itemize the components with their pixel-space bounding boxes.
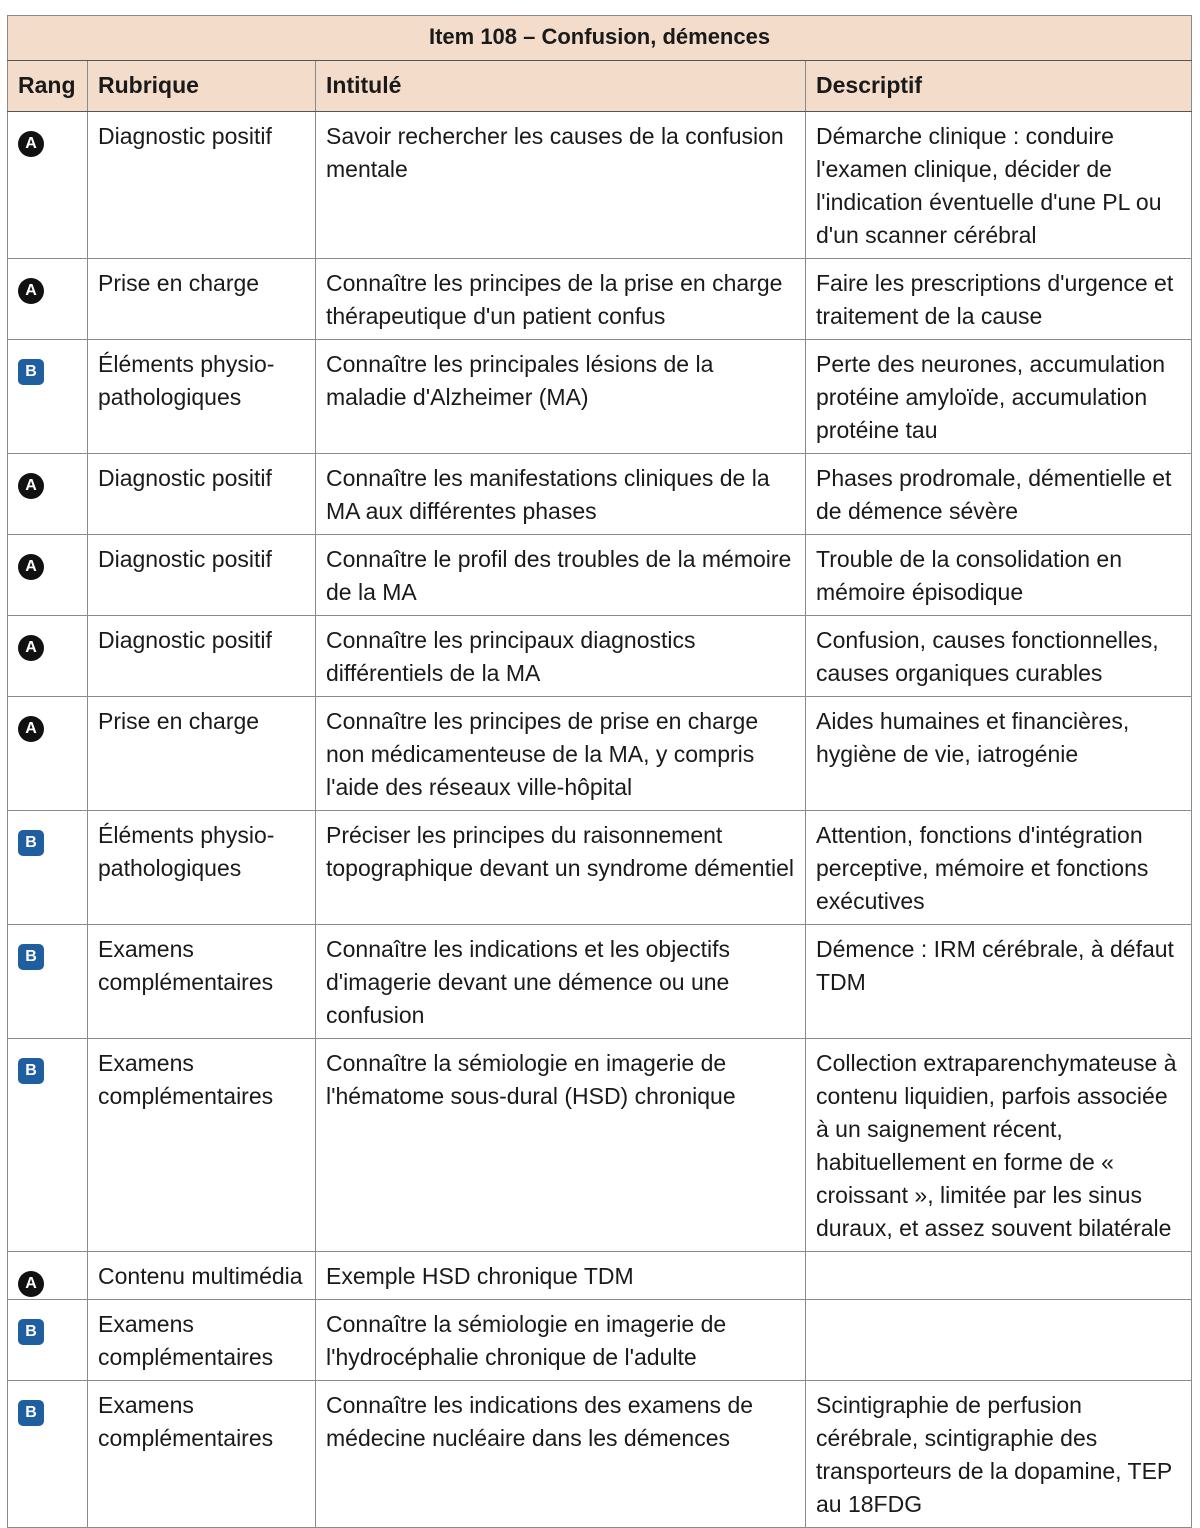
table-row xyxy=(8,1039,1192,1252)
intitule-cell: Connaître les principes de prise en charge non médicamenteuse de la MA, y compris l'aide des réseaux ville-hôpital xyxy=(316,697,806,811)
table-body xyxy=(8,112,1192,1528)
descriptif-cell xyxy=(806,1252,1192,1300)
intitule-cell: Exemple HSD chronique TDM xyxy=(316,1252,806,1300)
rubrique-cell: Examens complémentaires xyxy=(88,925,316,1039)
rubrique-cell: Prise en charge xyxy=(88,697,316,811)
item-table-container xyxy=(7,15,1191,1528)
rubrique-cell: Diagnostic positif xyxy=(88,112,316,259)
rank-b-badge-icon: B xyxy=(18,944,44,970)
descriptif-cell: Démence : IRM cérébrale, à défaut TDM xyxy=(806,925,1192,1039)
table-row xyxy=(8,925,1192,1039)
intitule-cell: Connaître le profil des troubles de la mémoire de la MA xyxy=(316,535,806,616)
intitule-cell: Connaître la sémiologie en imagerie de l'hématome sous-dural (HSD) chronique xyxy=(316,1039,806,1252)
descriptif-cell: Phases prodromale, démentielle et de démence sévère xyxy=(806,454,1192,535)
rank-b-badge-icon: B xyxy=(18,830,44,856)
table-row xyxy=(8,697,1192,811)
header-descriptif: Descriptif xyxy=(806,61,1192,112)
table-title: Item 108 – Confusion, démences xyxy=(8,16,1192,61)
rubrique-cell: Diagnostic positif xyxy=(88,616,316,697)
table-row xyxy=(8,454,1192,535)
rubrique-cell: Diagnostic positif xyxy=(88,454,316,535)
rank-a-badge-icon: A xyxy=(18,716,44,742)
intitule-cell: Connaître les indications des examens de médecine nucléaire dans les démences xyxy=(316,1381,806,1528)
rubrique-cell: Diagnostic positif xyxy=(88,535,316,616)
descriptif-cell: Scintigraphie de perfusion cérébrale, scintigraphie des transporteurs de la dopamine, TEP au 18FDG xyxy=(806,1381,1192,1528)
table-row xyxy=(8,1300,1192,1381)
header-intitule: Intitulé xyxy=(316,61,806,112)
descriptif-cell: Attention, fonctions d'intégration perceptive, mémoire et fonctions exécutives xyxy=(806,811,1192,925)
intitule-cell: Connaître les indications et les objectifs d'imagerie devant une démence ou une confusion xyxy=(316,925,806,1039)
rank-a-badge-icon: A xyxy=(18,131,44,157)
intitule-cell: Connaître les manifestations cliniques de la MA aux différentes phases xyxy=(316,454,806,535)
intitule-cell: Connaître les principaux diagnostics différentiels de la MA xyxy=(316,616,806,697)
descriptif-cell: Trouble de la consolidation en mémoire épisodique xyxy=(806,535,1192,616)
rang-cell xyxy=(8,535,88,616)
rank-a-badge-icon: A xyxy=(18,554,44,580)
rank-b-badge-icon: B xyxy=(18,1400,44,1426)
rubrique-cell: Éléments physio-pathologiques xyxy=(88,340,316,454)
descriptif-cell: Faire les prescriptions d'urgence et traitement de la cause xyxy=(806,259,1192,340)
intitule-cell: Préciser les principes du raisonnement topographique devant un syndrome démentiel xyxy=(316,811,806,925)
rang-cell xyxy=(8,1039,88,1252)
header-rang: Rang xyxy=(8,61,88,112)
rank-a-badge-icon: A xyxy=(18,635,44,661)
descriptif-cell: Démarche clinique : conduire l'examen clinique, décider de l'indication éventuelle d'une PL ou d'un scanner cérébral xyxy=(806,112,1192,259)
rubrique-cell: Contenu multimédia xyxy=(88,1252,316,1300)
table-row xyxy=(8,1381,1192,1528)
rang-cell xyxy=(8,697,88,811)
rang-cell xyxy=(8,811,88,925)
rang-cell xyxy=(8,259,88,340)
rank-b-badge-icon: B xyxy=(18,1058,44,1084)
rank-a-badge-icon: A xyxy=(18,278,44,304)
rubrique-cell: Examens complémentaires xyxy=(88,1300,316,1381)
table-row xyxy=(8,1252,1192,1300)
item-table xyxy=(7,15,1192,1528)
descriptif-cell: Aides humaines et financières, hygiène de vie, iatrogénie xyxy=(806,697,1192,811)
intitule-cell: Connaître les principes de la prise en charge thérapeutique d'un patient confus xyxy=(316,259,806,340)
rang-cell xyxy=(8,1381,88,1528)
table-row xyxy=(8,112,1192,259)
header-rubrique: Rubrique xyxy=(88,61,316,112)
rang-cell xyxy=(8,616,88,697)
table-row xyxy=(8,535,1192,616)
rang-cell xyxy=(8,925,88,1039)
table-title-row xyxy=(8,16,1192,61)
rank-b-badge-icon: B xyxy=(18,1319,44,1345)
rang-cell xyxy=(8,454,88,535)
intitule-cell: Savoir rechercher les causes de la confusion mentale xyxy=(316,112,806,259)
rubrique-cell: Éléments physio-pathologiques xyxy=(88,811,316,925)
descriptif-cell: Collection extraparenchymateuse à contenu liquidien, parfois associée à un saignement récent, habituellement en forme de « croissant », limitée par les sinus duraux, et assez souvent bilatérale xyxy=(806,1039,1192,1252)
intitule-cell: Connaître la sémiologie en imagerie de l'hydrocéphalie chronique de l'adulte xyxy=(316,1300,806,1381)
rang-cell xyxy=(8,1252,88,1300)
rang-cell xyxy=(8,112,88,259)
table-header-row xyxy=(8,61,1192,112)
descriptif-cell: Perte des neurones, accumulation protéine amyloïde, accumulation protéine tau xyxy=(806,340,1192,454)
rubrique-cell: Prise en charge xyxy=(88,259,316,340)
table-row xyxy=(8,340,1192,454)
table-row xyxy=(8,616,1192,697)
rubrique-cell: Examens complémentaires xyxy=(88,1039,316,1252)
descriptif-cell xyxy=(806,1300,1192,1381)
rank-a-badge-icon: A xyxy=(18,1271,44,1297)
descriptif-cell: Confusion, causes fonctionnelles, causes organiques curables xyxy=(806,616,1192,697)
rank-b-badge-icon: B xyxy=(18,359,44,385)
rank-a-badge-icon: A xyxy=(18,473,44,499)
rang-cell xyxy=(8,1300,88,1381)
table-row xyxy=(8,259,1192,340)
rang-cell xyxy=(8,340,88,454)
rubrique-cell: Examens complémentaires xyxy=(88,1381,316,1528)
table-row xyxy=(8,811,1192,925)
intitule-cell: Connaître les principales lésions de la maladie d'Alzheimer (MA) xyxy=(316,340,806,454)
